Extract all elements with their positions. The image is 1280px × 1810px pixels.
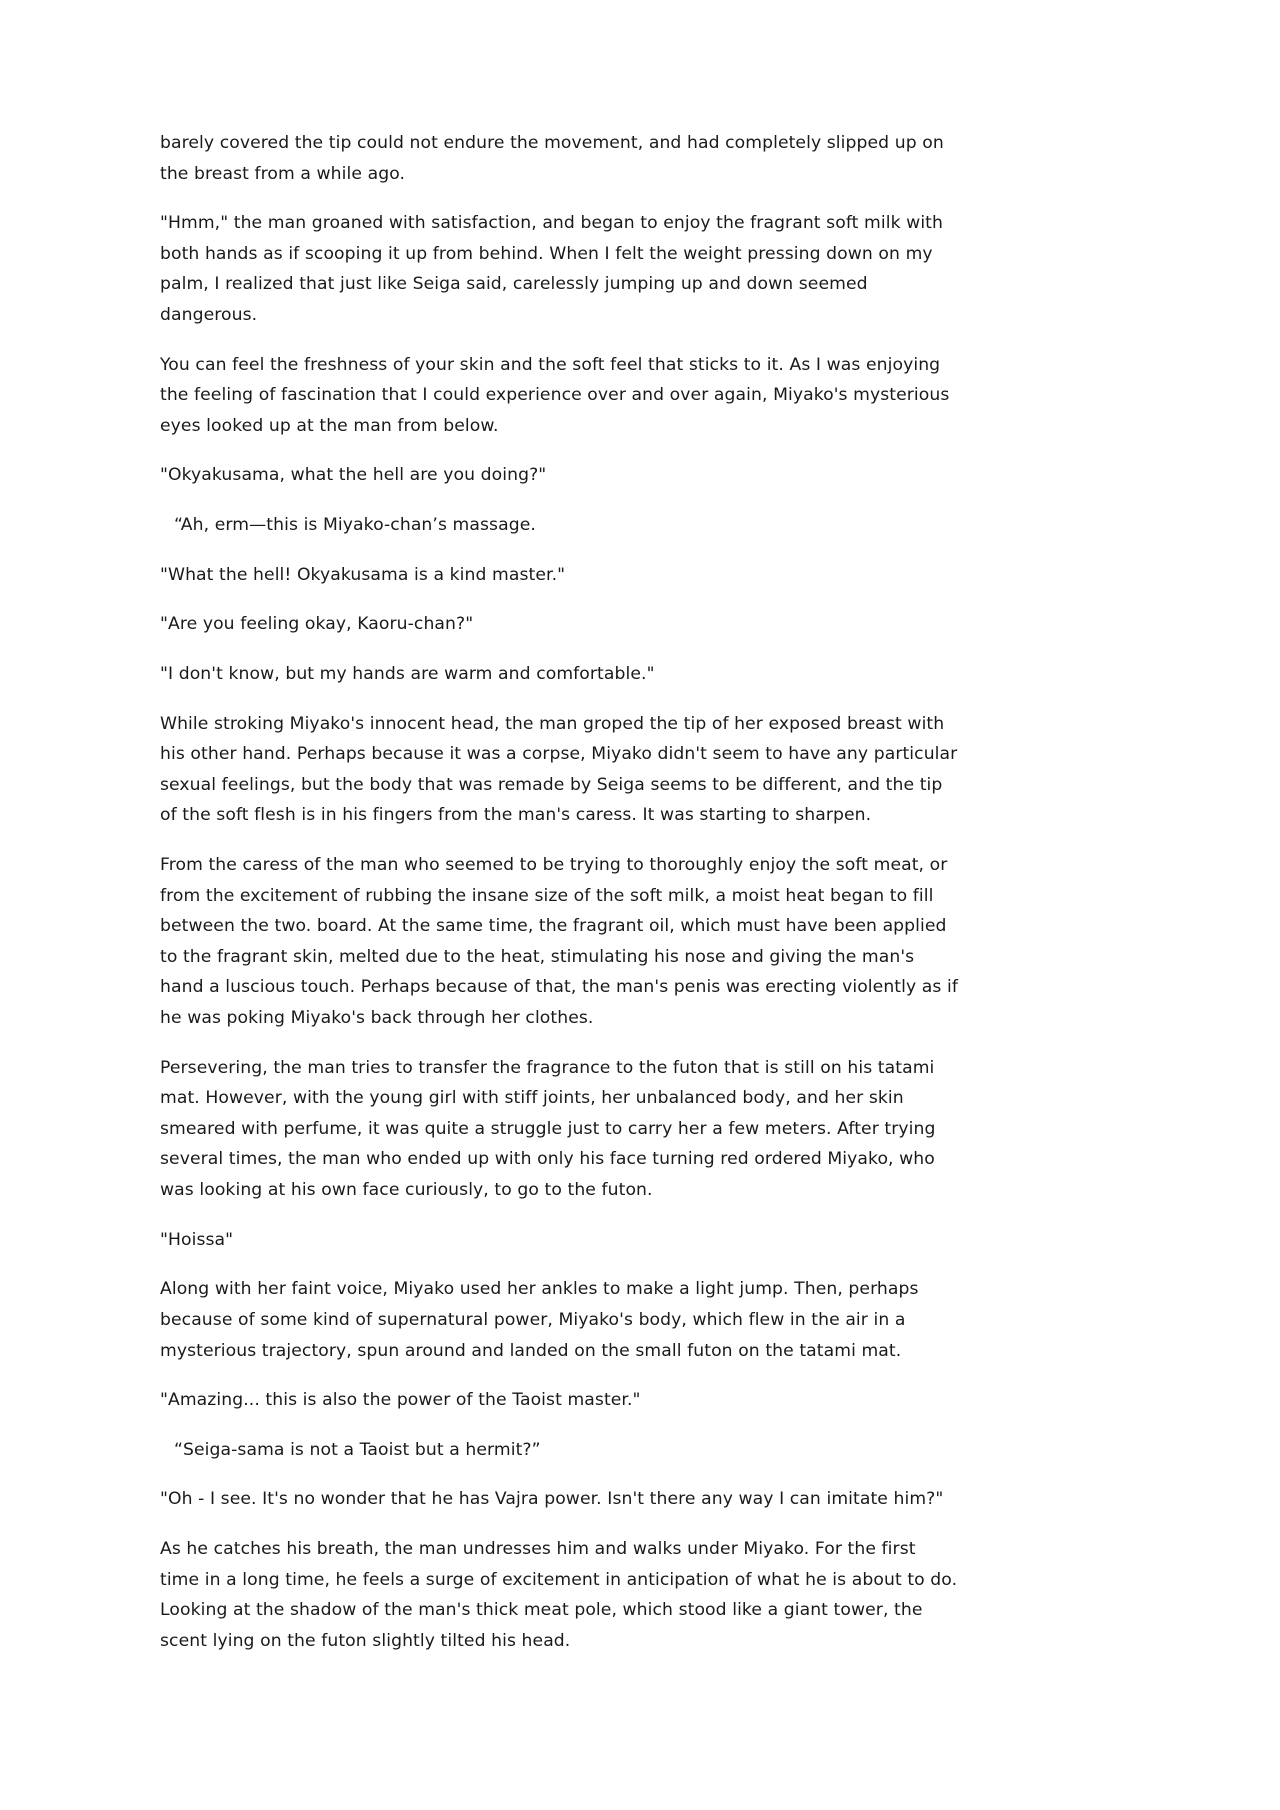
- paragraph: "Oh - I see. It's no wonder that he has Vajra power. Isn't there any way I can imitate him?": [160, 1489, 944, 1510]
- paragraph: "Hoissa": [160, 1229, 234, 1250]
- paragraph: "Amazing... this is also the power of the Taoist master.": [160, 1390, 641, 1411]
- paragraph: As he catches his breath, the man undresses him and walks under Miyako. For the first time in a long time, he feels a surge of excitement in anticipation of what he is about to do. Looking at the shadow of the man's thick meat pole, which stood like a giant tower, the scent lying on the futon slightly tilted his head.: [160, 1538, 958, 1651]
- paragraph: "I don't know, but my hands are warm and comfortable.": [160, 663, 655, 684]
- paragraph: "Are you feeling okay, Kaoru-chan?": [160, 614, 474, 635]
- paragraph: Persevering, the man tries to transfer the fragrance to the futon that is still on his tatami mat. However, with the young girl with stiff joints, her unbalanced body, and her skin smeared with perfume, it was quite a struggle just to carry her a few meters. After trying several times, the man who ended up with only his face turning red ordered Miyako, who was looking at his own face curiously, to go to the futon.: [160, 1057, 936, 1201]
- paragraph: “Seiga-sama is not a Taoist but a hermit?”: [174, 1439, 541, 1460]
- document-text-body: [160, 128, 960, 1656]
- paragraph: While stroking Miyako's innocent head, the man groped the tip of her exposed breast with his other hand. Perhaps because it was a corpse, Miyako didn't seem to have any particular sexual feelings, but the body that was remade by Seiga seems to be different, and the tip of the soft flesh is in his fingers from the man's caress. It was starting to sharpen.: [160, 713, 958, 826]
- paragraph: "Okyakusama, what the hell are you doing?": [160, 465, 547, 486]
- paragraph: barely covered the tip could not endure the movement, and had completely slipped up on the breast from a while ago.: [160, 133, 944, 184]
- paragraph: "Hmm," the man groaned with satisfaction, and began to enjoy the fragrant soft milk with both hands as if scooping it up from behind. When I felt the weight pressing down on my palm, I realized that just like Seiga said, carelessly jumping up and down seemed dangerous.: [160, 213, 943, 326]
- paragraph: Along with her faint voice, Miyako used her ankles to make a light jump. Then, perhaps because of some kind of supernatural power, Miyako's body, which flew in the air in a mysterious trajectory, spun around and landed on the small futon on the tatami mat.: [160, 1279, 919, 1361]
- paragraph: "What the hell! Okyakusama is a kind master.": [160, 564, 566, 585]
- paragraph: You can feel the freshness of your skin and the soft feel that sticks to it. As I was enjoying the feeling of fascination that I could experience over and over again, Miyako's mysterious eyes looked up at the man from below.: [160, 354, 950, 436]
- paragraph: From the caress of the man who seemed to be trying to thoroughly enjoy the soft meat, or from the excitement of rubbing the insane size of the soft milk, a moist heat began to fill between the two. board. At the same time, the fragrant oil, which must have been applied to the fragrant skin, melted due to the heat, stimulating his nose and giving the man's hand a luscious touch. Perhaps because of that, the man's penis was erecting violently as if he was poking Miyako's back through her clothes.: [160, 854, 959, 1029]
- paragraph: “Ah, erm—this is Miyako-chan’s massage.: [174, 515, 536, 536]
